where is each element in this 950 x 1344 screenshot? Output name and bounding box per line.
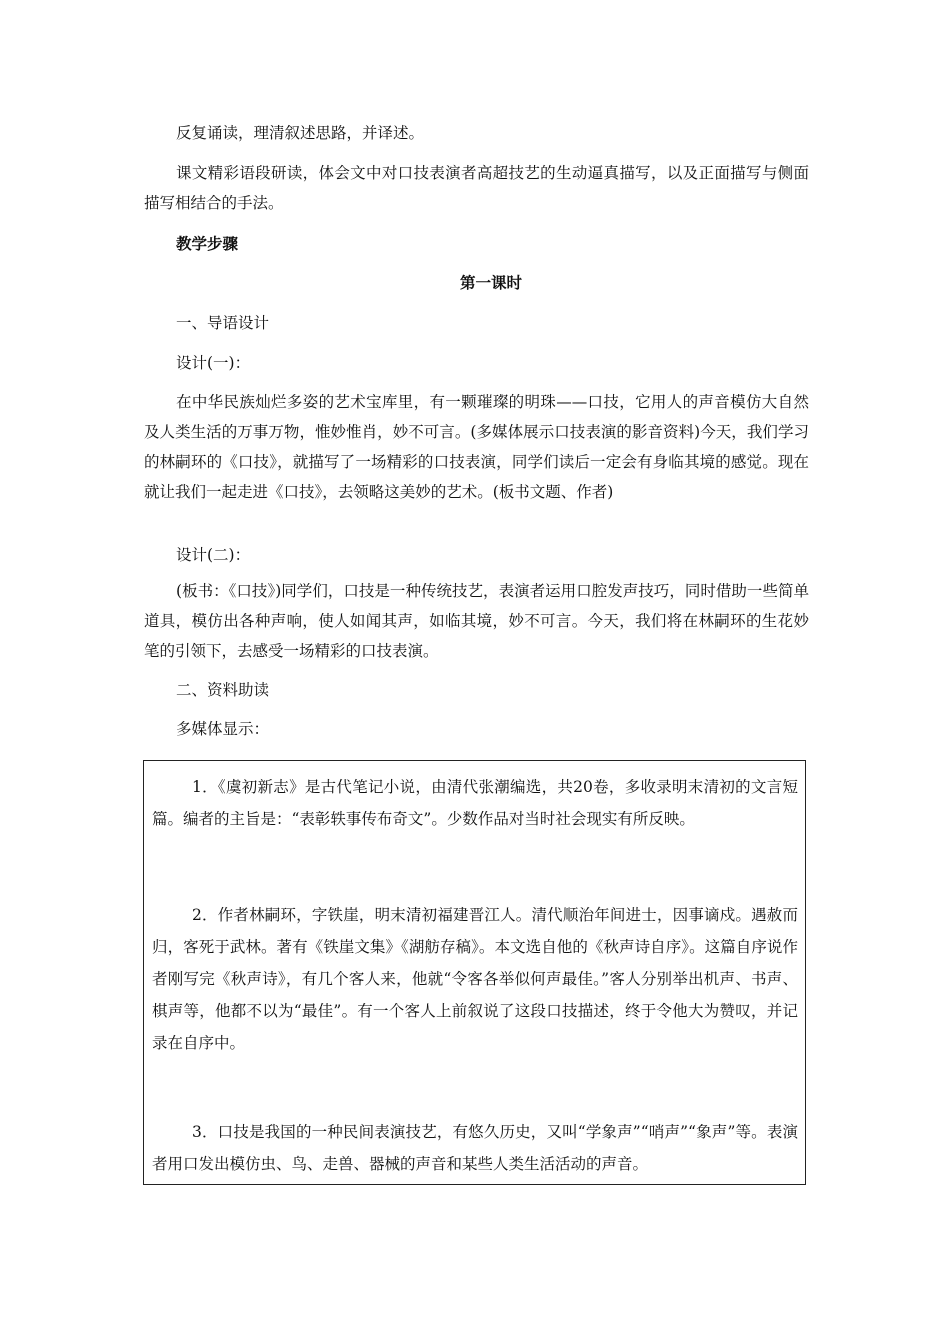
objective-paragraph-2: 课文精彩语段研读，体会文中对口技表演者高超技艺的生动逼真描写，以及正面描写与侧面描写相结合的手法。	[144, 164, 809, 212]
reference-item-3: 3．口技是我国的一种民间表演技艺，有悠久历史，又叫“学象声”“哨声”“象声”等。表演者用口发出模仿虫、鸟、走兽、器械的声音和某些人类生活活动的声音。	[152, 1123, 798, 1173]
design1-text: 在中华民族灿烂多姿的艺术宝库里，有一颗璀璨的明珠——口技，它用人的声音模仿大自然及人类生活的万事万物，惟妙惟肖，妙不可言。(多媒体展示口技表演的影音资料)今天，我们学习的林嗣环的《口技》，就描写了一场精彩的口技表演，同学们读后一定会有身临其境的感觉。现在就让我们一起走进《口技》，去领略这美妙的艺术。(板书文题、作者)	[144, 393, 809, 501]
section1-heading: 一、导语设计	[176, 314, 270, 332]
multimedia-label: 多媒体显示：	[176, 720, 270, 738]
reference-item-2: 2．作者林嗣环，字铁崖，明末清初福建晋江人。清代顺治年间进士，因事谪戍。遇赦而归，客死于武林。著有《铁崖文集》《湖舫存稿》。本文选自他的《秋声诗自序》。这篇自序说作者刚写完《秋声诗》，有几个客人来，他就“令客各举似何声最佳。”客人分别举出机声、书声、棋声等，他都不以为“最佳”。有一个客人上前叙说了这段口技描述，终于令他大为赞叹，并记录在自序中。	[152, 906, 798, 1052]
lesson-title: 第一课时	[459, 273, 522, 292]
reference-box	[143, 760, 806, 1185]
design1-label: 设计(一)：	[176, 354, 251, 372]
reference-item-1: 1．《虞初新志》是古代笔记小说，由清代张潮编选，共20卷，多收录明末清初的文言短篇。编者的主旨是：“表彰轶事传布奇文”。少数作品对当时社会现实有所反映。	[152, 778, 798, 828]
design2-label: 设计(二)：	[176, 546, 251, 564]
steps-heading: 教学步骤	[176, 234, 239, 253]
objective-line-1: 反复诵读，理清叙述思路，并译述。	[176, 124, 425, 142]
design2-text: (板书：《口技》)同学们，口技是一种传统技艺，表演者运用口腔发声技巧，同时借助一些简单道具，模仿出各种声响，使人如闻其声，如临其境，妙不可言。今天，我们将在林嗣环的生花妙笔的引领下，去感受一场精彩的口技表演。	[144, 582, 809, 660]
section2-heading: 二、资料助读	[176, 681, 270, 699]
